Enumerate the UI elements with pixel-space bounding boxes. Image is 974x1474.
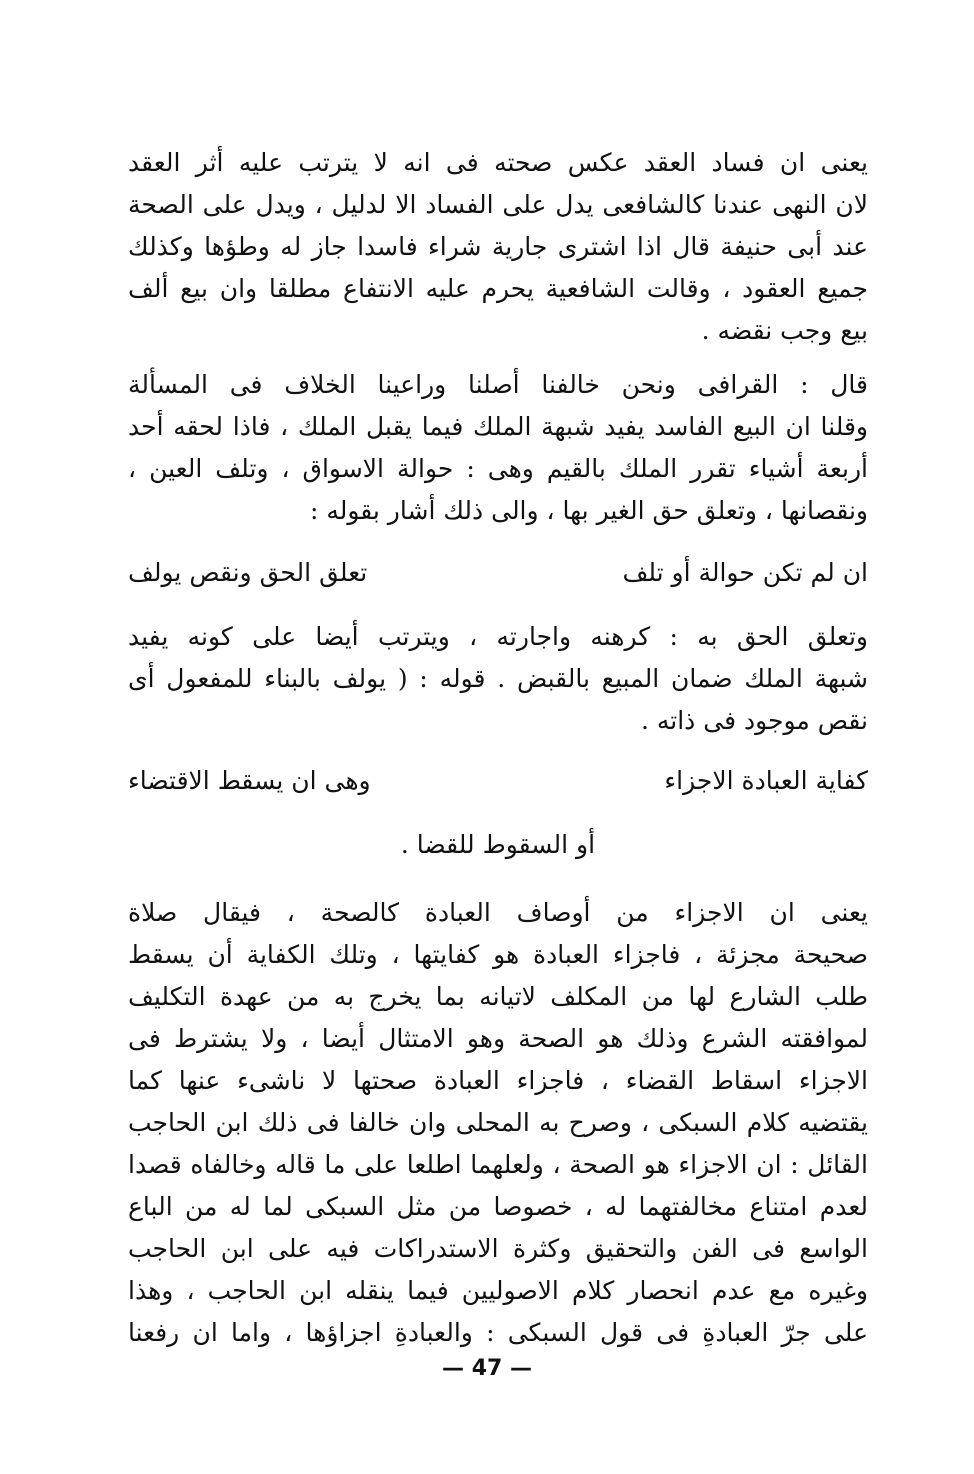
verse-2 [128, 760, 868, 802]
verse-1 [128, 552, 868, 594]
text-line: وقلنا ان البيع الفاسد يفيد شبهة الملك فيما يقبل الملك ، فاذا لحقه أحد [128, 412, 868, 441]
text-line: جميع العقود ، وقالت الشافعية يحرم عليه الانتفاع مطلقا وان بيع ألف [128, 274, 868, 303]
paragraph-2 [128, 364, 868, 532]
text-line: وتعلق الحق به : كرهنه واجارته ، ويترتب أيضا على كونه يفيد [128, 622, 868, 651]
text-line: وغيره مع عدم انحصار كلام الاصوليين فيما ينقله ابن الحاجب ، وهذا [128, 1276, 868, 1305]
paragraph-4 [128, 892, 868, 1354]
verse-2-continuation: أو السقوط للقضا . [400, 830, 596, 859]
text-line: لعدم امتناع مخالفتهما له ، خصوصا من مثل السبكى لما له من الباع [128, 1192, 868, 1221]
text-line: يعنى ان الاجزاء من أوصاف العبادة كالصحة ، فيقال صلاة [128, 898, 868, 927]
verse-1-second-hemistich: تعلق الحق ونقص يولف [128, 558, 368, 587]
paragraph-1 [128, 142, 868, 352]
paragraph-3 [128, 616, 868, 742]
page-number: — 47 — [442, 1356, 532, 1381]
text-line: يعنى ان فساد العقد عكس صحته فى انه لا يترتب عليه أثر العقد [128, 148, 868, 177]
verse-1-first-hemistich: ان لم تكن حوالة أو تلف [622, 558, 868, 587]
text-line: لموافقته الشرع وذلك هو الصحة وهو الامتثال أيضا ، ولا يشترط فى [128, 1024, 868, 1053]
text-line: عند أبى حنيفة قال اذا اشترى جارية شراء فاسدا جاز له وطؤها وكذلك [128, 232, 868, 261]
text-line: بيع وجب نقضه . [701, 316, 868, 345]
verse-2-first-hemistich: كفاية العبادة الاجزاء [664, 766, 868, 795]
text-line: على جرّ العبادةِ فى قول السبكى : والعبادةِ اجزاؤها ، واما ان رفعنا [128, 1318, 868, 1347]
text-line: صحيحة مجزئة ، فاجزاء العبادة هو كفايتها ، وتلك الكفاية أن يسقط [128, 940, 868, 969]
text-line: شبهة الملك ضمان المبيع بالقبض . قوله : ( يولف بالبناء للمفعول أى [128, 664, 868, 693]
text-line: القائل : ان الاجزاء هو الصحة ، ولعلهما اطلعا على ما قاله وخالفاه قصدا [128, 1150, 868, 1179]
verse-2-second-hemistich: وهى ان يسقط الاقتضاء [128, 766, 371, 795]
text-line: ونقصانها ، وتعلق حق الغير بها ، والى ذلك أشار بقوله : [309, 496, 868, 525]
text-line: الاجزاء اسقاط القضاء ، فاجزاء العبادة صحتها لا ناشىء عنها كما [128, 1066, 868, 1095]
text-line: أربعة أشياء تقرر الملك بالقيم وهى : حوالة الاسواق ، وتلف العين ، [128, 454, 868, 483]
text-line: قال : القرافى ونحن خالفنا أصلنا وراعينا الخلاف فى المسألة [128, 370, 868, 399]
text-line: الواسع فى الفن والتحقيق وكثرة الاستدراكات فيه على ابن الحاجب [128, 1234, 868, 1263]
text-line: نقص موجود فى ذاته . [640, 706, 868, 735]
text-line: لان النهى عندنا كالشافعى يدل على الفساد الا لدليل ، ويدل على الصحة [128, 190, 868, 219]
text-line: يقتضيه كلام السبكى ، وصرح به المحلى وان خالفا فى ذلك ابن الحاجب [128, 1108, 868, 1137]
text-line: طلب الشارع لها من المكلف لاتيانه بما يخرج به من عهدة التكليف [128, 982, 868, 1011]
